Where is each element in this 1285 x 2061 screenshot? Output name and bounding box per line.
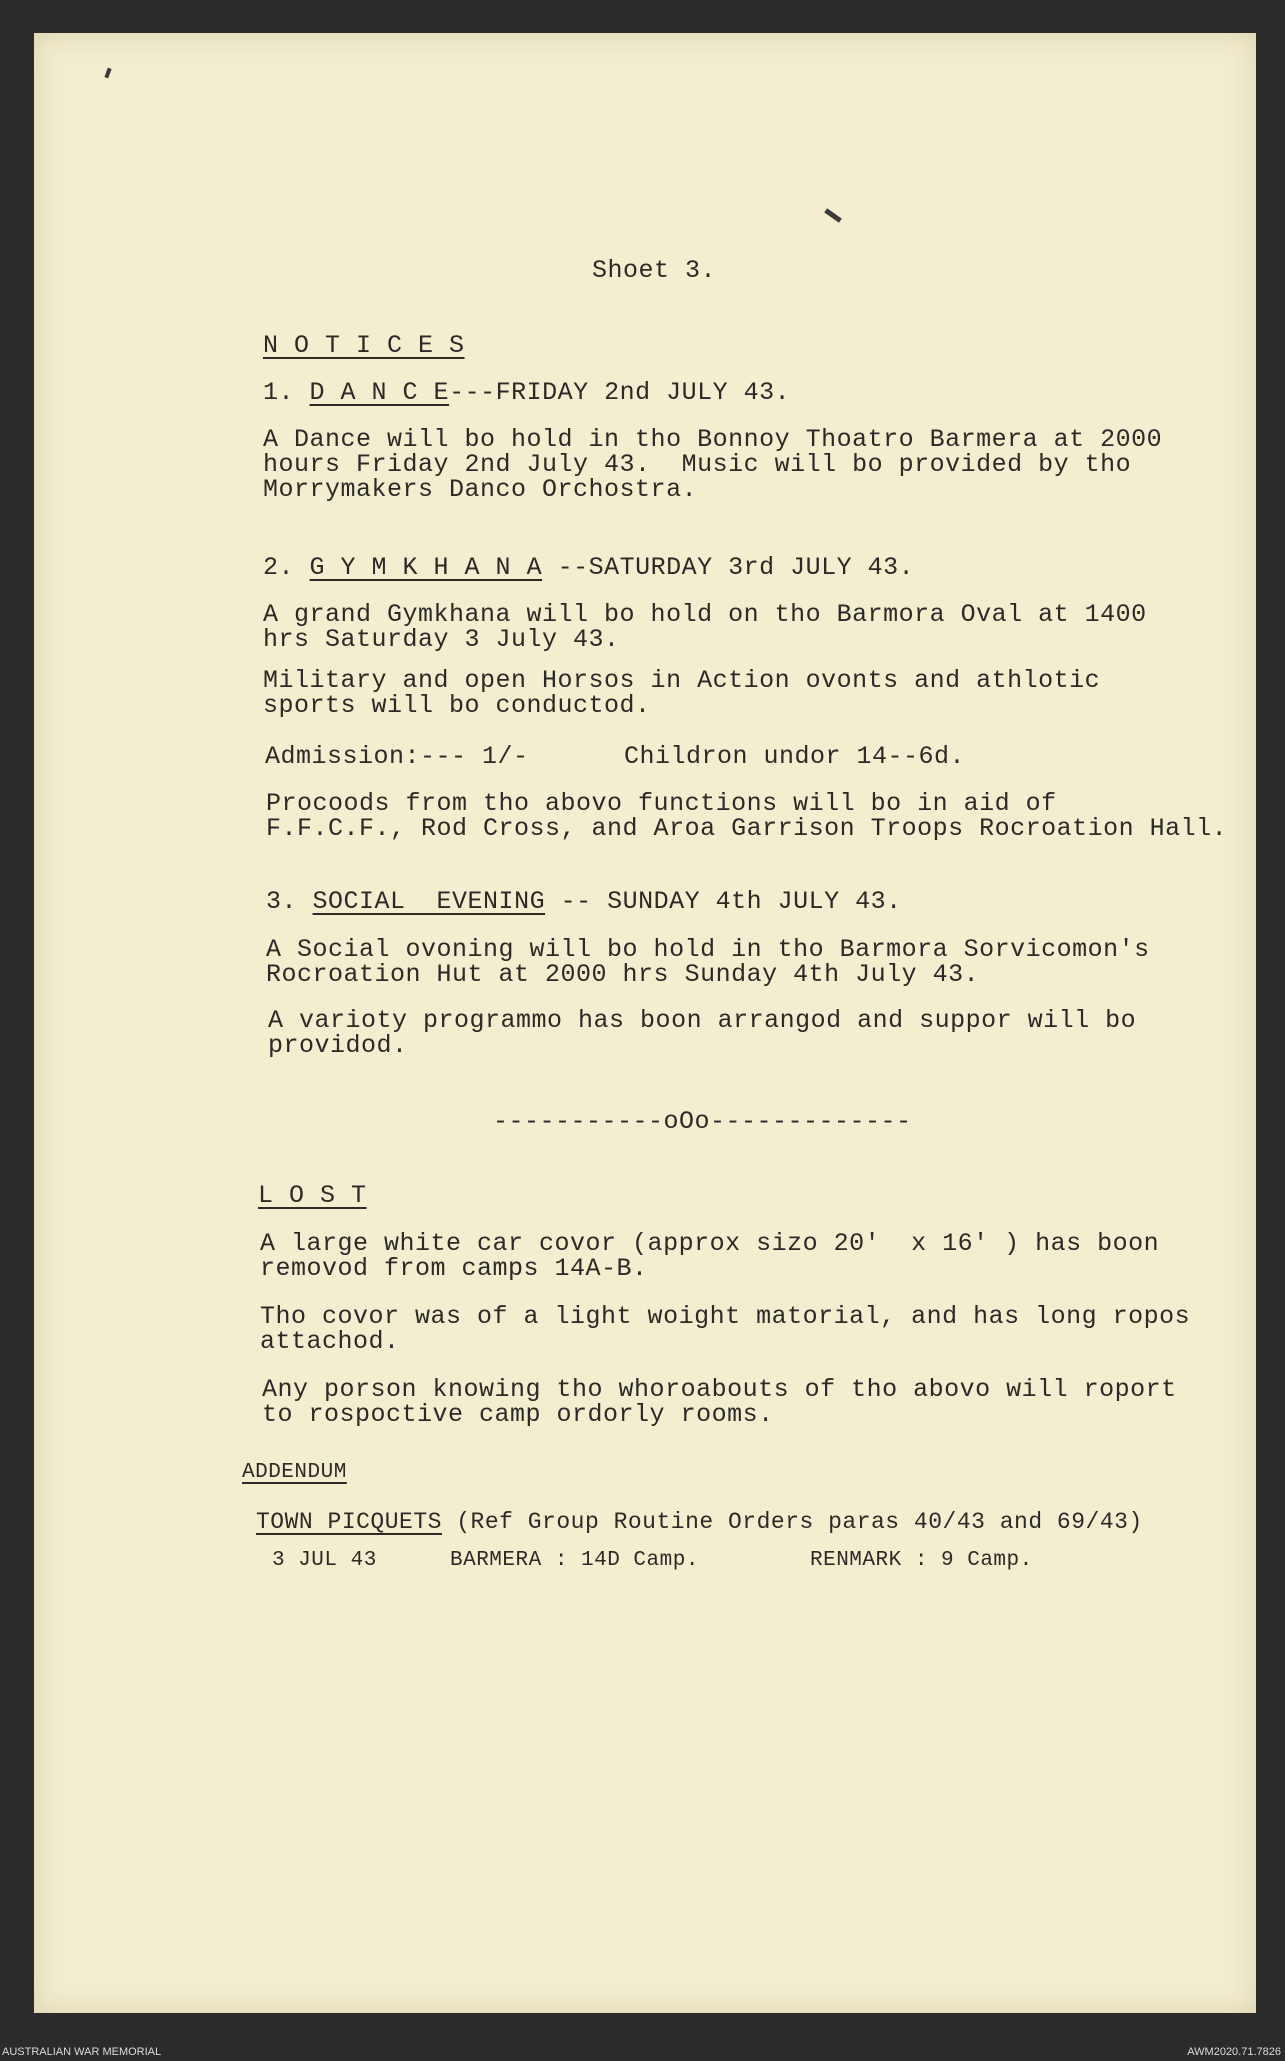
lost-heading: L O S T bbox=[258, 1181, 367, 1210]
item-number: 3. bbox=[266, 887, 298, 916]
paragraph-line: providod. bbox=[268, 1031, 408, 1060]
paragraph-line: to rospoctive camp ordorly rooms. bbox=[262, 1400, 774, 1429]
section-separator: -----------oOo------------- bbox=[493, 1107, 912, 1136]
paragraph-line: hours Friday 2nd July 43. Music will bo provided by tho bbox=[263, 450, 1132, 479]
paragraph-line: Military and open Horsos in Action ovonts and athlotic bbox=[263, 666, 1101, 695]
paragraph-line: hrs Saturday 3 July 43. bbox=[263, 625, 620, 654]
notice-social-evening-heading bbox=[266, 889, 902, 914]
addendum-heading: ADDENDUM bbox=[242, 1461, 347, 1484]
picquet-date: 3 JUL 43 bbox=[272, 1549, 377, 1572]
paragraph-line: F.F.C.F., Rod Cross, and Aroa Garrison Troops Rocroation Hall. bbox=[266, 814, 1228, 843]
footer-accession-number: AWM2020.71.7826 bbox=[1187, 2046, 1281, 2058]
town-picquets-label: TOWN PICQUETS bbox=[256, 1509, 442, 1535]
notice-gymkhana-heading bbox=[263, 555, 914, 580]
ink-speck bbox=[824, 208, 842, 222]
paragraph-line: sports will bo conductod. bbox=[263, 691, 651, 720]
item-title: G Y M K H A N A bbox=[309, 553, 543, 582]
item-title: D A N C E bbox=[309, 378, 450, 407]
picquet-renmark: RENMARK : 9 Camp. bbox=[810, 1549, 1033, 1572]
paragraph-line: Tho covor was of a light woight matorial, and has long ropos bbox=[260, 1302, 1191, 1331]
town-picquets-ref: (Ref Group Routine Orders paras 40/43 and 69/43) bbox=[441, 1509, 1143, 1535]
paragraph-line: attachod. bbox=[260, 1327, 400, 1356]
item-title: SOCIAL EVENING bbox=[312, 887, 546, 916]
paragraph-line: A Dance will bo hold in tho Bonnoy Thoatro Barmera at 2000 bbox=[263, 425, 1163, 454]
item-number: 2. bbox=[263, 553, 295, 582]
town-picquets-line bbox=[256, 1510, 1143, 1535]
paragraph-line: removod from camps 14A-B. bbox=[260, 1254, 648, 1283]
picquet-barmera: BARMERA : 14D Camp. bbox=[450, 1549, 699, 1572]
children-price: Childron undor 14--6d. bbox=[624, 742, 966, 771]
paragraph-line: Procoods from tho abovo functions will bo in aid of bbox=[266, 789, 1057, 818]
paragraph-line: Any porson knowing tho whoroabouts of tho abovo will roport bbox=[262, 1375, 1177, 1404]
item-date: --SATURDAY 3rd JULY 43. bbox=[542, 553, 915, 582]
footer-source: AUSTRALIAN WAR MEMORIAL bbox=[2, 2046, 162, 2058]
sheet-label: Shoet 3. bbox=[592, 256, 717, 285]
ink-speck bbox=[104, 68, 111, 79]
item-number: 1. bbox=[263, 378, 295, 407]
paragraph-line: A varioty programmo has boon arrangod and suppor will bo bbox=[268, 1006, 1137, 1035]
notices-heading: N O T I C E S bbox=[263, 331, 465, 360]
item-date: ---FRIDAY 2nd JULY 43. bbox=[449, 378, 791, 407]
paragraph-line: Morrymakers Danco Orchostra. bbox=[263, 475, 698, 504]
paragraph-line: A Social ovoning will bo hold in tho Barmora Sorvicomon's bbox=[266, 935, 1150, 964]
paragraph-line: Rocroation Hut at 2000 hrs Sunday 4th July 43. bbox=[266, 960, 980, 989]
item-date: -- SUNDAY 4th JULY 43. bbox=[545, 887, 902, 916]
paragraph-line: A large white car covor (approx sizo 20' x 16' ) has boon bbox=[260, 1229, 1160, 1258]
admission-label: Admission:--- 1/- bbox=[265, 742, 529, 771]
paragraph-line: A grand Gymkhana will bo hold on tho Barmora Oval at 1400 bbox=[263, 600, 1147, 629]
notice-dance-heading bbox=[263, 380, 790, 405]
